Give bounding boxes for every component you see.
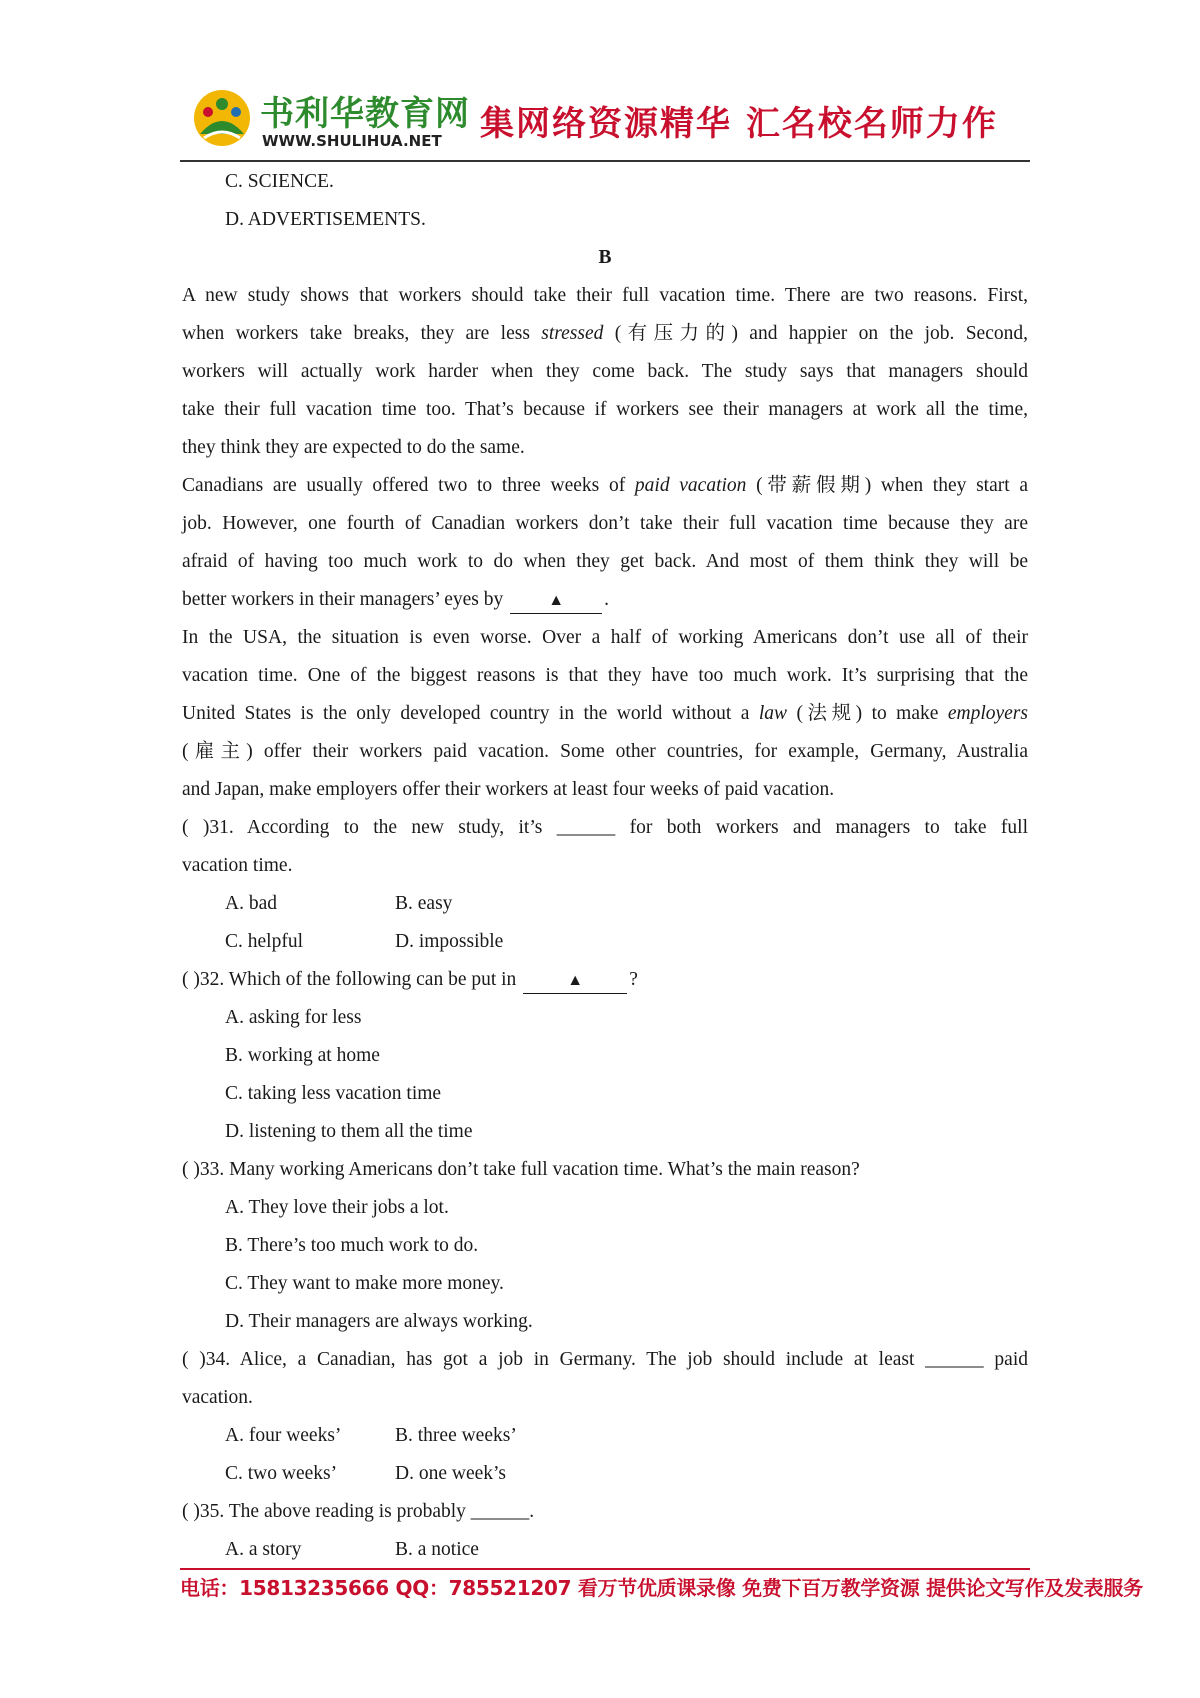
passage-line: they think they are expected to do the same. <box>182 437 525 458</box>
passage-line: Canadians are usually offered two to three weeks of paid vacation (带薪假期) when they start a <box>182 475 1028 496</box>
option: A. a story <box>225 1539 302 1560</box>
passage-line: vacation time. One of the biggest reasons is that they have too much work. It’s surprising that the <box>182 665 1028 686</box>
passage-line: (雇主) offer their workers paid vacation. Some other countries, for example, Germany, Australia <box>182 741 1028 762</box>
glossed-word: paid vacation <box>634 475 747 496</box>
people-logo-icon <box>192 88 252 148</box>
site-header <box>180 80 1030 162</box>
header-divider <box>180 160 1030 162</box>
prev-option-c: C. SCIENCE. <box>225 171 334 192</box>
option: D. Their managers are always working. <box>225 1311 533 1332</box>
option: B. easy <box>395 893 453 914</box>
question-34-stem: ( )34. Alice, a Canadian, has got a job in Germany. The job should include at least ______ paid <box>182 1349 1028 1370</box>
option: D. impossible <box>395 931 504 952</box>
option: B. There’s too much work to do. <box>225 1235 479 1256</box>
option: C. taking less vacation time <box>225 1083 442 1104</box>
passage-line: and Japan, make employers offer their workers at least four weeks of paid vacation. <box>182 779 835 800</box>
prev-option-d: D. ADVERTISEMENTS. <box>225 209 426 230</box>
glossed-word: law <box>758 703 788 724</box>
passage-line: job. However, one fourth of Canadian workers don’t take their full vacation time because they are <box>182 513 1028 534</box>
option: B. a notice <box>395 1539 479 1560</box>
option: B. three weeks’ <box>395 1425 517 1446</box>
question-34-options-row <box>182 1417 1028 1455</box>
question-34-options-row <box>182 1455 1028 1493</box>
option: B. working at home <box>225 1045 380 1066</box>
glossed-word: employers <box>947 703 1028 724</box>
question-31-stem: ( )31. According to the new study, it’s ______ for both workers and managers to take full <box>182 817 1028 838</box>
document-body <box>182 163 1028 1569</box>
option: A. They love their jobs a lot. <box>225 1197 449 1218</box>
passage-line: take their full vacation time too. That’s because if workers see their managers at work all the time, <box>182 399 1028 420</box>
question-31-options-row <box>182 885 1028 923</box>
question-31-stem-cont: vacation time. <box>182 855 293 876</box>
question-35-options-row <box>182 1531 1028 1569</box>
option: D. listening to them all the time <box>225 1121 473 1142</box>
answer-blank: ▲ <box>510 589 602 614</box>
passage-line: workers will actually work harder when they come back. The study says that managers should <box>182 361 1028 382</box>
passage-line: A new study shows that workers should take their full vacation time. There are two reasons. First, <box>182 285 1028 306</box>
header-slogan: 集网络资源精华 汇名校名师力作 <box>480 104 998 144</box>
question-34-stem-cont: vacation. <box>182 1387 253 1408</box>
passage-line: when workers take breaks, they are less stressed (有压力的) and happier on the job. Second, <box>182 323 1028 344</box>
question-31-options-row <box>182 923 1028 961</box>
option: A. bad <box>225 893 277 914</box>
glossed-word: stressed <box>541 323 604 344</box>
footer-contact-banner: 电话：15813235666 QQ：785521207 看万节优质课录像 免费下百万教学资源 提供论文写作及发表服务 <box>180 1576 1143 1600</box>
passage-line: afraid of having too much work to do when they get back. And most of them think they will be <box>182 551 1028 572</box>
passage-line: In the USA, the situation is even worse. Over a half of working Americans don’t use all of their <box>182 627 1028 648</box>
question-35-stem: ( )35. The above reading is probably ______. <box>182 1501 535 1522</box>
option: C. two weeks’ <box>225 1463 338 1484</box>
question-33-stem: ( )33. Many working Americans don’t take full vacation time. What’s the main reason? <box>182 1159 860 1180</box>
logo-chinese-name: 书利华教育网 <box>260 94 470 134</box>
footer-divider <box>180 1568 1030 1570</box>
question-32-stem: ( )32. Which of the following can be put in ▲ ? <box>182 961 1028 999</box>
option: D. one week’s <box>395 1463 507 1484</box>
option: C. helpful <box>225 931 303 952</box>
option: C. They want to make more money. <box>225 1273 504 1294</box>
logo-url: WWW.SHULIHUA.NET <box>262 132 442 150</box>
option: A. four weeks’ <box>225 1425 342 1446</box>
option: A. asking for less <box>225 1007 362 1028</box>
section-title: B <box>598 247 612 268</box>
passage-line: United States is the only developed country in the world without a law (法规) to make employers <box>182 703 1028 724</box>
answer-blank: ▲ <box>523 969 627 994</box>
passage-line: better workers in their managers’ eyes by ▲ . <box>182 581 1028 619</box>
